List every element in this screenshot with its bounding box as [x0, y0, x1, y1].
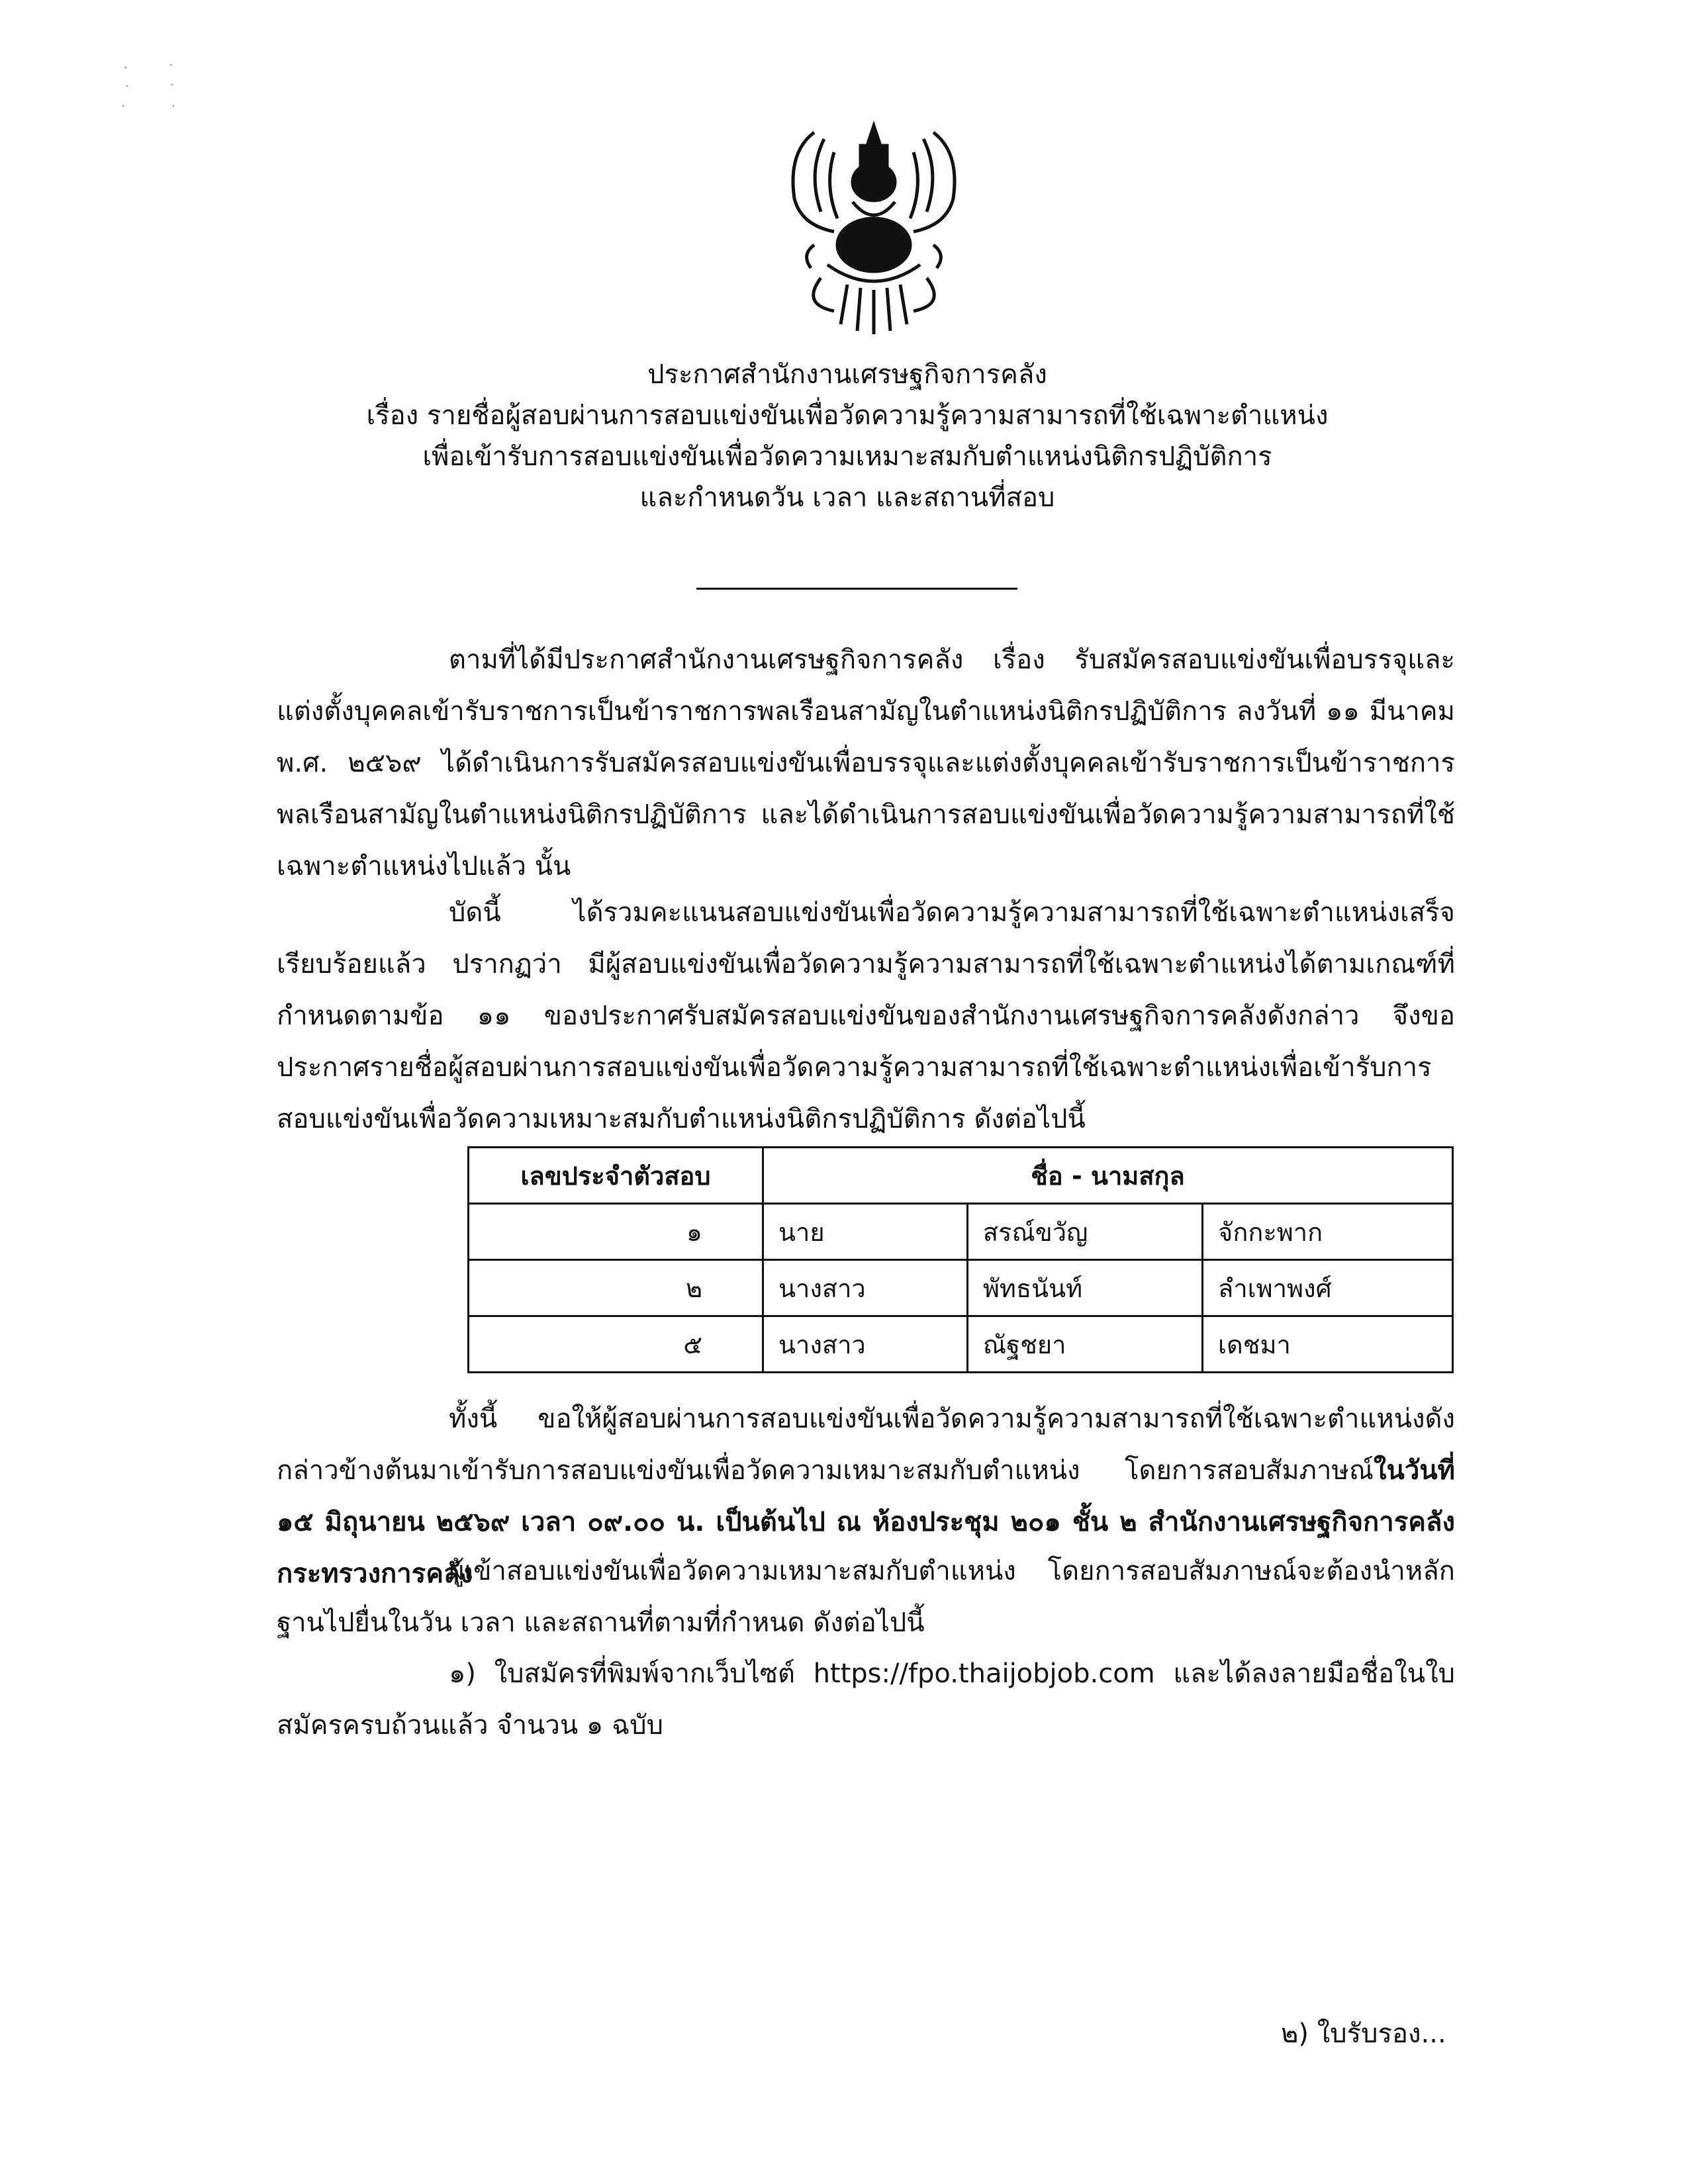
subject-line-2: เพื่อเข้ารับการสอบแข่งขันเพื่อวัดความเหมาะสมกับตำแหน่งนิติกรปฏิบัติการ	[422, 441, 1272, 472]
first-name: พัทธนันท์	[967, 1260, 1202, 1316]
exam-id: ๑	[469, 1204, 763, 1260]
garuda-emblem-icon	[761, 113, 986, 351]
last-name: ลำเพาพงศ์	[1203, 1260, 1453, 1316]
paragraph-1: ตามที่ได้มีประกาศสำนักงานเศรษฐกิจการคลัง เรื่อง รับสมัครสอบแข่งขันเพื่อบรรจุและแต่งตั้งบุคคลเข้ารับราชการเป็นข้าราชการพลเรือนสามัญในตำแหน่งนิติกรปฏิบัติการ ลงวันที่ ๑๑ มีนาคม พ.ศ. ๒๕๖๙ ได้ดำเนินการรับสมัครสอบแข่งขันเพื่อบรรจุและแต่งตั้งบุคคลเข้ารับราชการเป็นข้าราชการพลเรือนสามัญในตำแหน่งนิติกรปฏิบัติการ และได้ดำเนินการสอบแข่งขันเพื่อวัดความรู้ความสามารถที่ใช้เฉพาะตำแหน่งไปแล้ว นั้น	[277, 645, 1455, 882]
paragraph-2: บัดนี้ ได้รวมคะแนนสอบแข่งขันเพื่อวัดความรู้ความสามารถที่ใช้เฉพาะตำแหน่งเสร็จเรียบร้อยแล้ว ปรากฏว่า มีผู้สอบแข่งขันเพื่อวัดความรู้ความสามารถที่ใช้เฉพาะตำแหน่งได้ตามเกณฑ์ที่กำหนดตามข้อ ๑๑ ของประกาศรับสมัครสอบแข่งขันของสำนักงานเศรษฐกิจการคลังดังกล่าว จึงขอประกาศรายชื่อผู้สอบผ่านการสอบแข่งขันเพื่อวัดความรู้ความสามารถที่ใช้เฉพาะตำแหน่งเพื่อเข้ารับการสอบแข่งขันเพื่อวัดความเหมาะสมกับตำแหน่งนิติกรปฏิบัติการ ดังต่อไปนี้	[277, 897, 1455, 1134]
name-prefix: นางสาว	[763, 1260, 968, 1316]
name-prefix: นาย	[763, 1204, 968, 1260]
heading-divider	[696, 588, 1017, 590]
table-row	[469, 1204, 1453, 1260]
candidate-table	[467, 1146, 1454, 1373]
table-header-row	[469, 1148, 1453, 1204]
exam-id: ๒	[469, 1260, 763, 1316]
paragraph-3-text: ทั้งนี้ ขอให้ผู้สอบผ่านการสอบแข่งขันเพื่อวัดความรู้ความสามารถที่ใช้เฉพาะตำแหน่งดังกล่าวข้างต้นมาเข้ารับการสอบแข่งขันเพื่อวัดความเหมาะสมกับตำแหน่ง โดยการสอบสัมภาษณ์	[277, 1404, 1455, 1486]
announcement-title: ประกาศสำนักงานเศรษฐกิจการคลัง	[647, 359, 1047, 390]
interview-schedule: ในวันที่ ๑๕ มิถุนายน ๒๕๖๙ เวลา ๐๙.๐๐ น. เป็นต้นไป ณ ห้องประชุม ๒๐๑ ชั้น ๒ สำนักงานเศรษฐกิจการคลัง กระทรวงการคลัง	[277, 1455, 1455, 1589]
subject-line-3: และกำหนดวัน เวลา และสถานที่สอบ	[639, 482, 1055, 513]
announcement-heading	[278, 354, 1417, 518]
name-prefix: นางสาว	[763, 1316, 968, 1373]
scan-specks	[119, 60, 199, 126]
last-name: จักกะพาก	[1203, 1204, 1453, 1260]
exam-id: ๕	[469, 1316, 763, 1373]
table-row	[469, 1316, 1453, 1373]
next-page-reference: ๒) ใบรับรอง...	[1281, 2019, 1446, 2049]
paragraph-4: ผู้เข้าสอบแข่งขันเพื่อวัดความเหมาะสมกับตำแหน่ง โดยการสอบสัมภาษณ์จะต้องนำหลักฐานไปยื่นในวัน เวลา และสถานที่ตามที่กำหนด ดังต่อไปนี้	[277, 1556, 1455, 1638]
table-row	[469, 1260, 1453, 1316]
first-name: สรณ์ขวัญ	[967, 1204, 1202, 1260]
header-exam-id: เลขประจำตัวสอบ	[469, 1148, 763, 1204]
first-name: ณัฐชยา	[967, 1316, 1202, 1373]
header-full-name: ชื่อ - นามสกุล	[763, 1148, 1453, 1204]
requirement-item-1: ๑) ใบสมัครที่พิมพ์จากเว็บไซต์ https://fpo.thaijobjob.com และได้ลงลายมือชื่อในใบสมัครครบถ้วนแล้ว จำนวน ๑ ฉบับ	[277, 1659, 1455, 1741]
subject-line-1: เรื่อง รายชื่อผู้สอบผ่านการสอบแข่งขันเพื่อวัดความรู้ความสามารถที่ใช้เฉพาะตำแหน่ง	[366, 400, 1329, 431]
last-name: เดชมา	[1203, 1316, 1453, 1373]
